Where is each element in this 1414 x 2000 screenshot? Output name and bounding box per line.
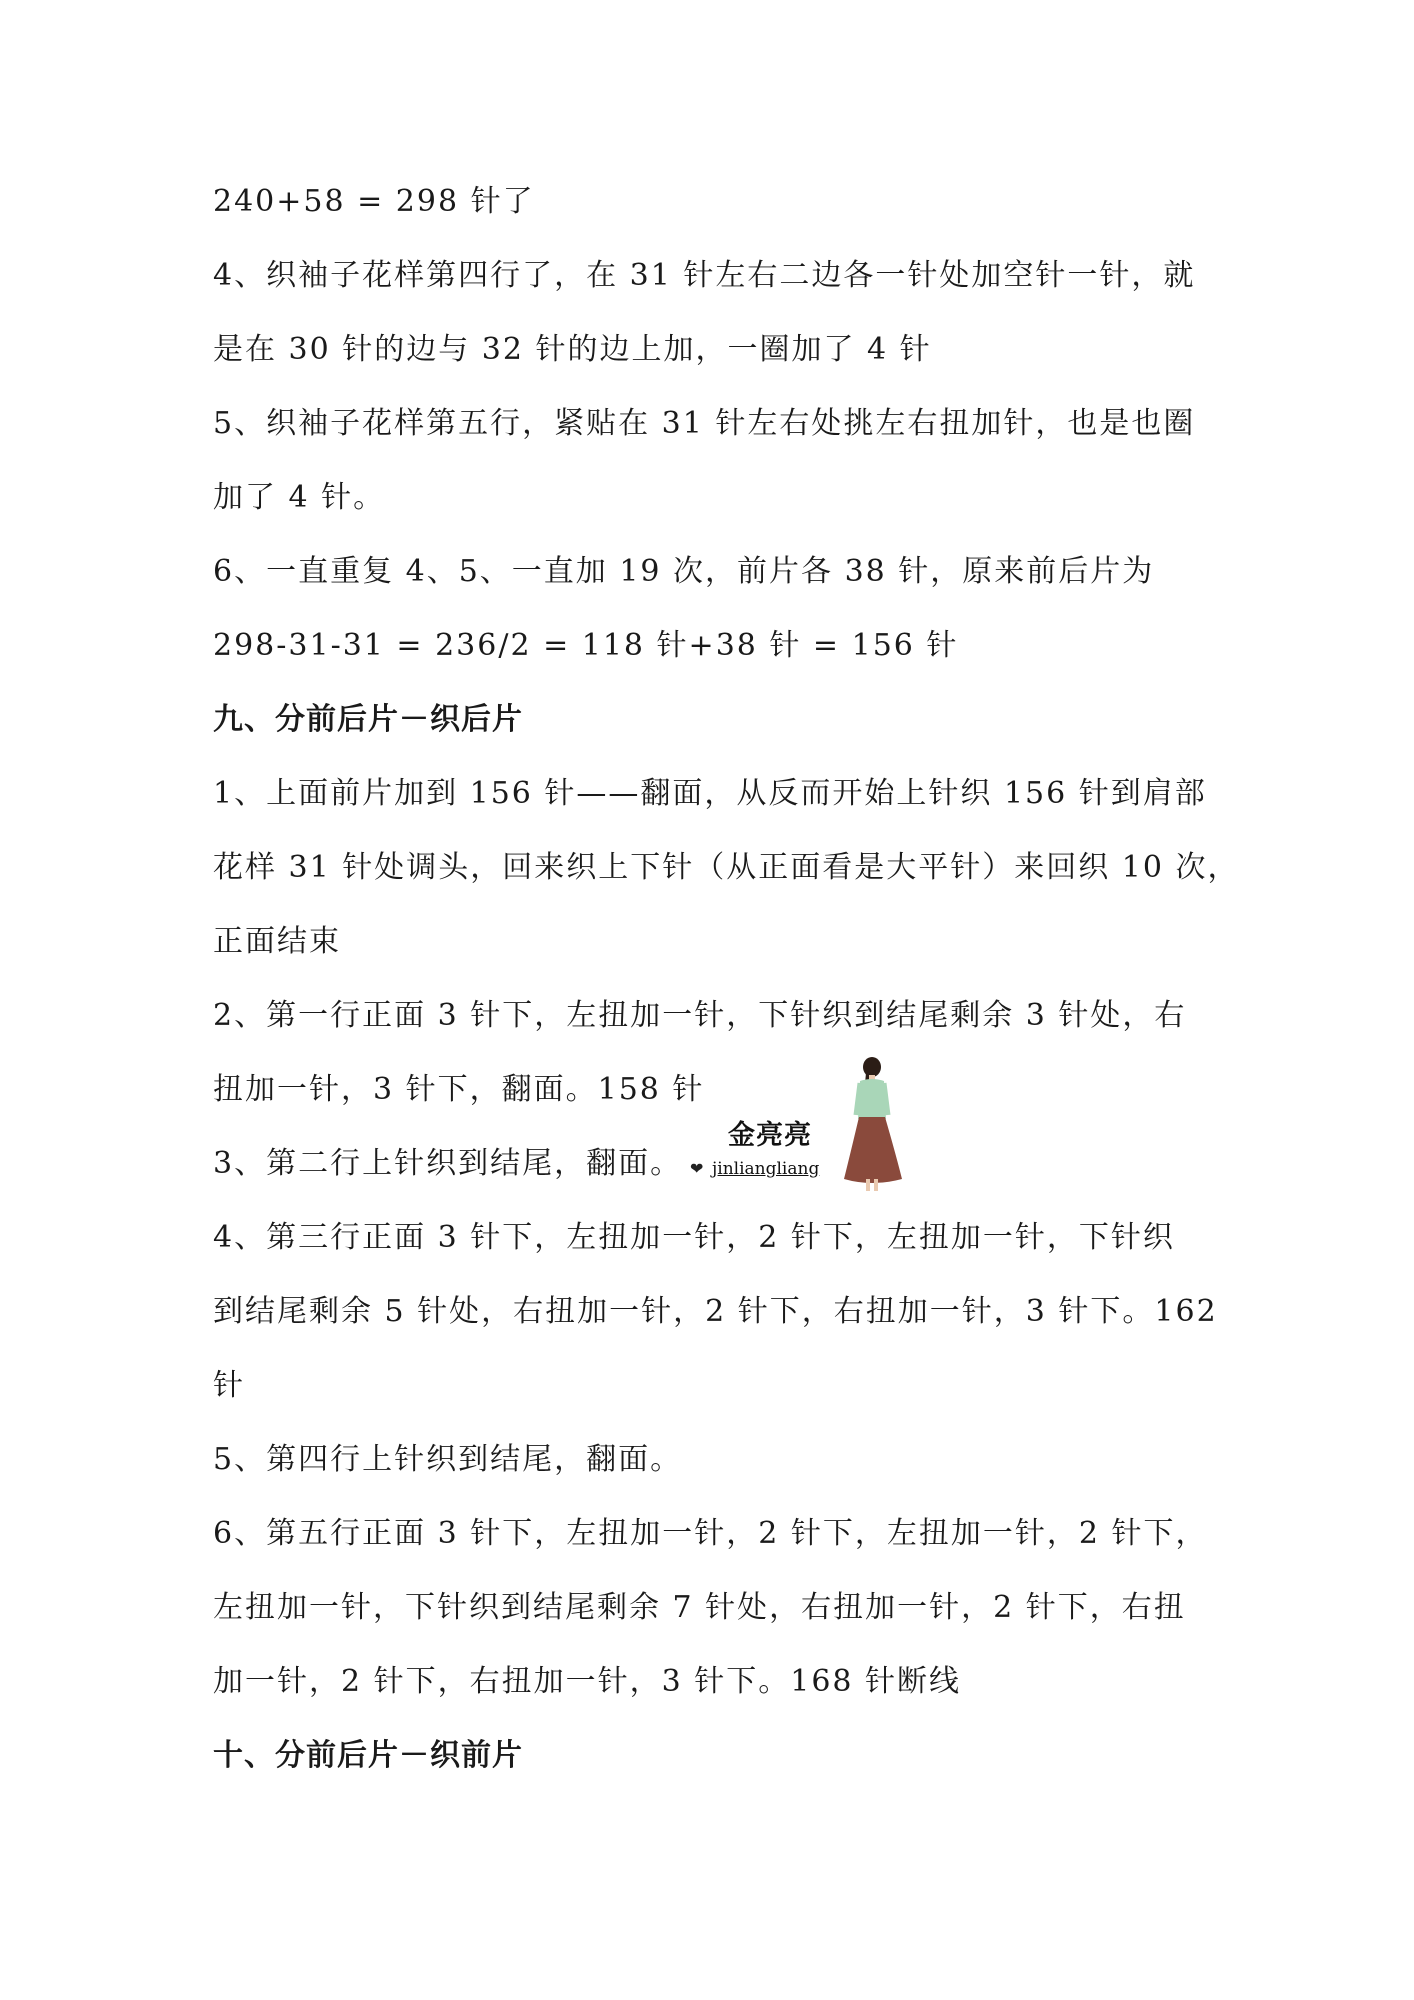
- text-line: 1、上面前片加到 156 针——翻面，从反而开始上针织 156 针到肩部: [213, 776, 1207, 811]
- girl-figure-icon: [832, 1055, 912, 1195]
- text-line: 扭加一针，3 针下，翻面。158 针: [213, 1072, 705, 1107]
- text-line: 4、第三行正面 3 针下，左扭加一针，2 针下，左扭加一针，下针织: [213, 1220, 1175, 1255]
- text-line: 3、第二行上针织到结尾，翻面。: [213, 1146, 683, 1181]
- text-line: 5、第四行上针织到结尾，翻面。: [213, 1442, 683, 1477]
- text-line: 正面结束: [213, 924, 341, 959]
- text-line: 到结尾剩余 5 针处，右扭加一针，2 针下，右扭加一针，3 针下。162: [213, 1294, 1218, 1329]
- text-line: 5、织袖子花样第五行，紧贴在 31 针左右处挑左右扭加针，也是也圈: [213, 406, 1196, 441]
- section-heading: 九、分前后片－织后片: [213, 702, 523, 737]
- text-line: 298-31-31 = 236/2 = 118 针+38 针 = 156 针: [213, 628, 959, 663]
- heart-icon: ❤: [690, 1159, 704, 1178]
- section-heading: 十、分前后片－织前片: [213, 1738, 523, 1773]
- author-watermark: [690, 1055, 920, 1195]
- text-line: 4、织袖子花样第四行了，在 31 针左右二边各一针处加空针一针，就: [213, 258, 1196, 293]
- text-line: 6、一直重复 4、5、一直加 19 次，前片各 38 针，原来前后片为: [213, 554, 1155, 589]
- text-line: 加一针，2 针下，右扭加一针，3 针下。168 针断线: [213, 1664, 962, 1699]
- text-line: 花样 31 针处调头，回来织上下针（从正面看是大平针）来回织 10 次，: [213, 850, 1240, 885]
- text-line: 左扭加一针，下针织到结尾剩余 7 针处，右扭加一针，2 针下，右扭: [213, 1590, 1186, 1625]
- text-line: 2、第一行正面 3 针下，左扭加一针，下针织到结尾剩余 3 针处，右: [213, 998, 1187, 1033]
- text-line: 针: [213, 1368, 245, 1403]
- text-line: 加了 4 针。: [213, 480, 386, 515]
- watermark-name: 金亮亮: [728, 1120, 812, 1151]
- watermark-handle: jinliangliang: [712, 1159, 820, 1179]
- text-line: 是在 30 针的边与 32 针的边上加，一圈加了 4 针: [213, 332, 932, 367]
- text-line: 6、第五行正面 3 针下，左扭加一针，2 针下，左扭加一针，2 针下，: [213, 1516, 1208, 1551]
- text-line: 240+58 = 298 针了: [213, 184, 535, 219]
